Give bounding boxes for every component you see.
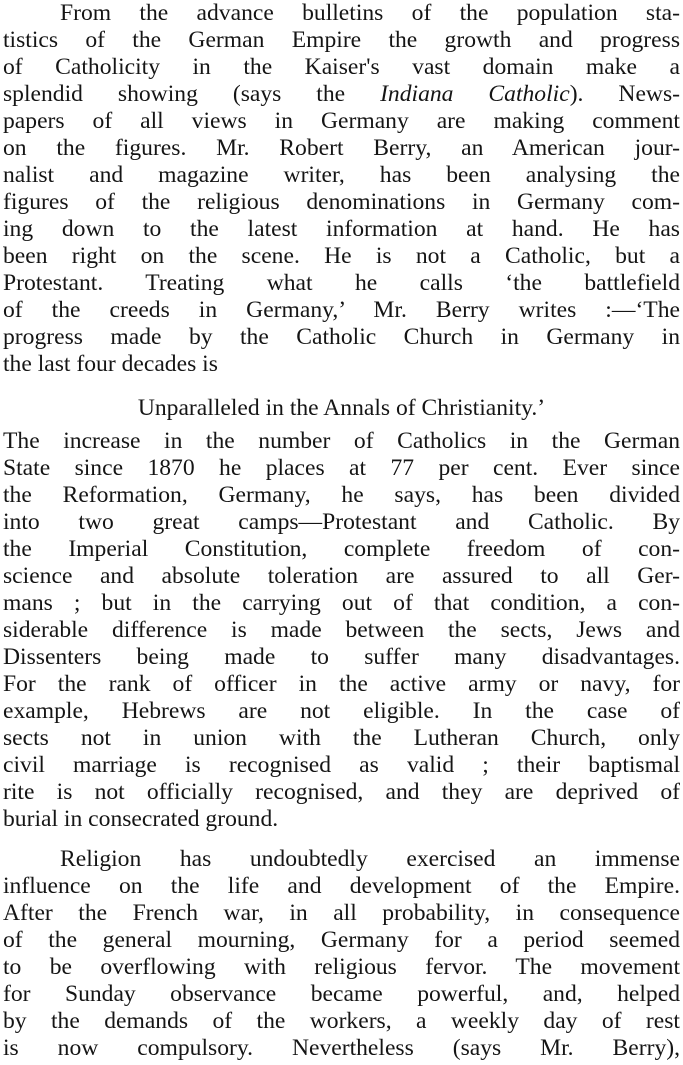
paragraph-1-line: ing down to the latest information at hand. He has <box>3 216 680 242</box>
paragraph-3-line: Religion has undoubtedly exercised an immense <box>60 846 680 872</box>
paragraph-3-line: of the general mourning, Germany for a period seemed <box>3 927 680 953</box>
text-run: splendid showing (says the <box>3 81 381 107</box>
paragraph-2-line: rite is not officially recognised, and they are deprived of <box>3 779 680 805</box>
paragraph-1-line-with-italic <box>3 81 680 108</box>
paragraph-3-line: by the demands of the workers, a weekly day of rest <box>3 1008 680 1034</box>
paragraph-3-line: influence on the life and development of the Empire. <box>3 873 680 899</box>
paragraph-1-line: of Catholicity in the Kaiser's vast domain make a <box>3 54 680 80</box>
paragraph-1-line: Protestant. Treating what he calls ‘the battlefield <box>3 270 680 296</box>
text-run: ). News- <box>569 81 680 107</box>
paragraph-1-line: the last four decades is <box>3 351 218 377</box>
paragraph-2-line: into two great camps—Protestant and Catholic. By <box>3 509 680 535</box>
paragraph-2-line: burial in consecrated ground. <box>3 806 279 832</box>
paragraph-2-line: example, Hebrews are not eligible. In the case of <box>3 698 680 724</box>
paragraph-1-line: on the figures. Mr. Robert Berry, an American jour- <box>3 135 680 161</box>
paragraph-1-line: of the creeds in Germany,’ Mr. Berry writes :—‘The <box>3 297 680 323</box>
paragraph-2-line: sects not in union with the Lutheran Church, only <box>3 725 680 751</box>
subheading: Unparalleled in the Annals of Christianity.’ <box>137 395 546 421</box>
paragraph-2-line: For the rank of officer in the active army or navy, for <box>3 671 680 697</box>
paragraph-2-line: State since 1870 he places at 77 per cent. Ever since <box>3 455 680 481</box>
paragraph-3-line: for Sunday observance became powerful, and, helped <box>3 981 680 1007</box>
paragraph-2-line: siderable difference is made between the sects, Jews and <box>3 617 680 643</box>
paragraph-3-line: is now compulsory. Nevertheless (says Mr. Berry), <box>3 1035 680 1061</box>
paragraph-2-line: the Reformation, Germany, he says, has been divided <box>3 482 680 508</box>
paragraph-3-line: to be overflowing with religious fervor. The movement <box>3 954 680 980</box>
paragraph-1-line: figures of the religious denominations in Germany com- <box>3 189 680 215</box>
paragraph-2-line: mans ; but in the carrying out of that condition, a con- <box>3 590 680 616</box>
paragraph-1-line: been right on the scene. He is not a Catholic, but a <box>3 243 680 269</box>
paragraph-3-line: After the French war, in all probability, in consequence <box>3 900 680 926</box>
publication-title: Indiana Catholic <box>380 81 570 107</box>
paragraph-1-line: papers of all views in Germany are making comment <box>3 108 680 134</box>
paragraph-2-line: science and absolute toleration are assured to all Ger- <box>3 563 680 589</box>
paragraph-2-line: The increase in the number of Catholics in the German <box>3 428 680 454</box>
paragraph-2-line: the Imperial Constitution, complete freedom of con- <box>3 536 680 562</box>
paragraph-1-line: nalist and magazine writer, has been analysing the <box>3 162 680 188</box>
paragraph-2-line: Dissenters being made to suffer many disadvantages. <box>3 644 680 670</box>
paragraph-1-line: tistics of the German Empire the growth and progress <box>3 27 680 53</box>
paragraph-1-line: From the advance bulletins of the population sta- <box>60 0 680 26</box>
paragraph-1-line: progress made by the Catholic Church in Germany in <box>3 324 680 350</box>
paragraph-2-line: civil marriage is recognised as valid ; their baptismal <box>3 752 680 778</box>
